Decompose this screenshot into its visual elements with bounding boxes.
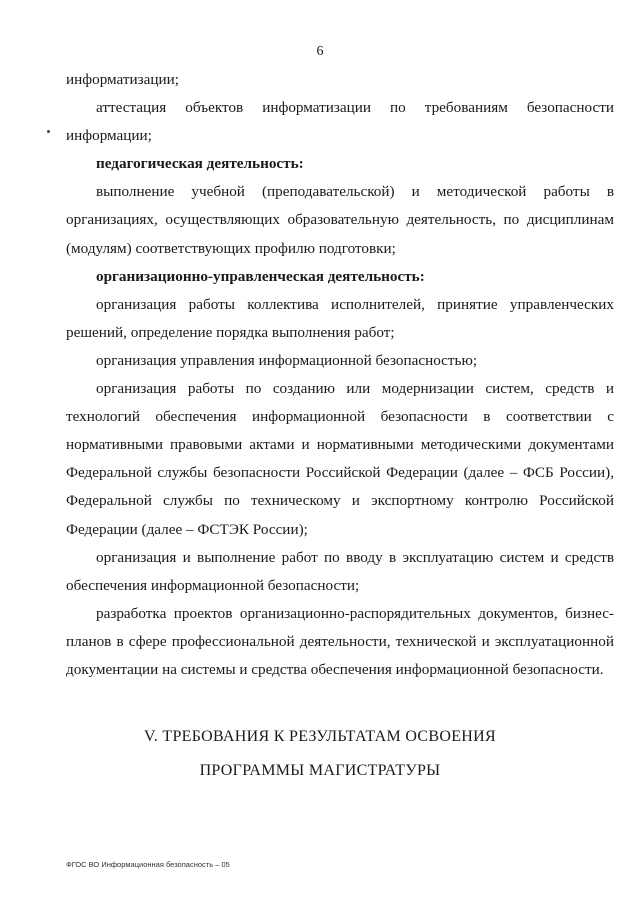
- paragraph: организация и выполнение работ по вводу в эксплуатацию систем и средств обеспечения информационной безопасности;: [66, 548, 614, 594]
- paragraph: организация работы коллектива исполнителей, принятие управленческих решений, определение порядка выполнения работ;: [66, 295, 614, 341]
- paragraph-heading: педагогическая деятельность:: [96, 155, 304, 173]
- paragraph: организация работы по созданию или модернизации систем, средств и технологий обеспечения информационной безопасности в соответствии с нормативными правовыми актами и нормативными методическими документами Федеральной службы безопасности Российской Федерации (далее – ФСБ России), Федеральной службы по техническому и экспортному контролю Российской Федерации (далее – ФСТЭК России);: [66, 380, 614, 538]
- section-title-line-1: V. ТРЕБОВАНИЯ К РЕЗУЛЬТАТАМ ОСВОЕНИЯ: [144, 728, 496, 745]
- paragraph-heading: организационно-управленческая деятельность:: [96, 267, 425, 285]
- section-title: [0, 720, 640, 788]
- paragraph: выполнение учебной (преподавательской) и методической работы в организациях, осуществляющих образовательную деятельность, по дисциплинам (модулям) соответствующих профилю подготовки;: [66, 183, 614, 257]
- page-number: 6: [316, 44, 324, 59]
- paragraph: разработка проектов организационно-распорядительных документов, бизнес-планов в сфере профессиональной деятельности, технической и эксплуатационной документации на системы и средства обеспечения информационной безопасности.: [66, 604, 614, 678]
- section-title-line-2: ПРОГРАММЫ МАГИСТРАТУРЫ: [199, 762, 441, 779]
- paragraph: организация управления информационной безопасностью;: [96, 351, 478, 369]
- document-body: [66, 66, 614, 684]
- footer-text: ФГОС ВО Информационная безопасность – 05: [66, 860, 230, 869]
- paragraph: аттестация объектов информатизации по требованиям безопасности информации;: [66, 99, 614, 145]
- paragraph: информатизации;: [66, 71, 180, 88]
- margin-mark: [47, 130, 50, 133]
